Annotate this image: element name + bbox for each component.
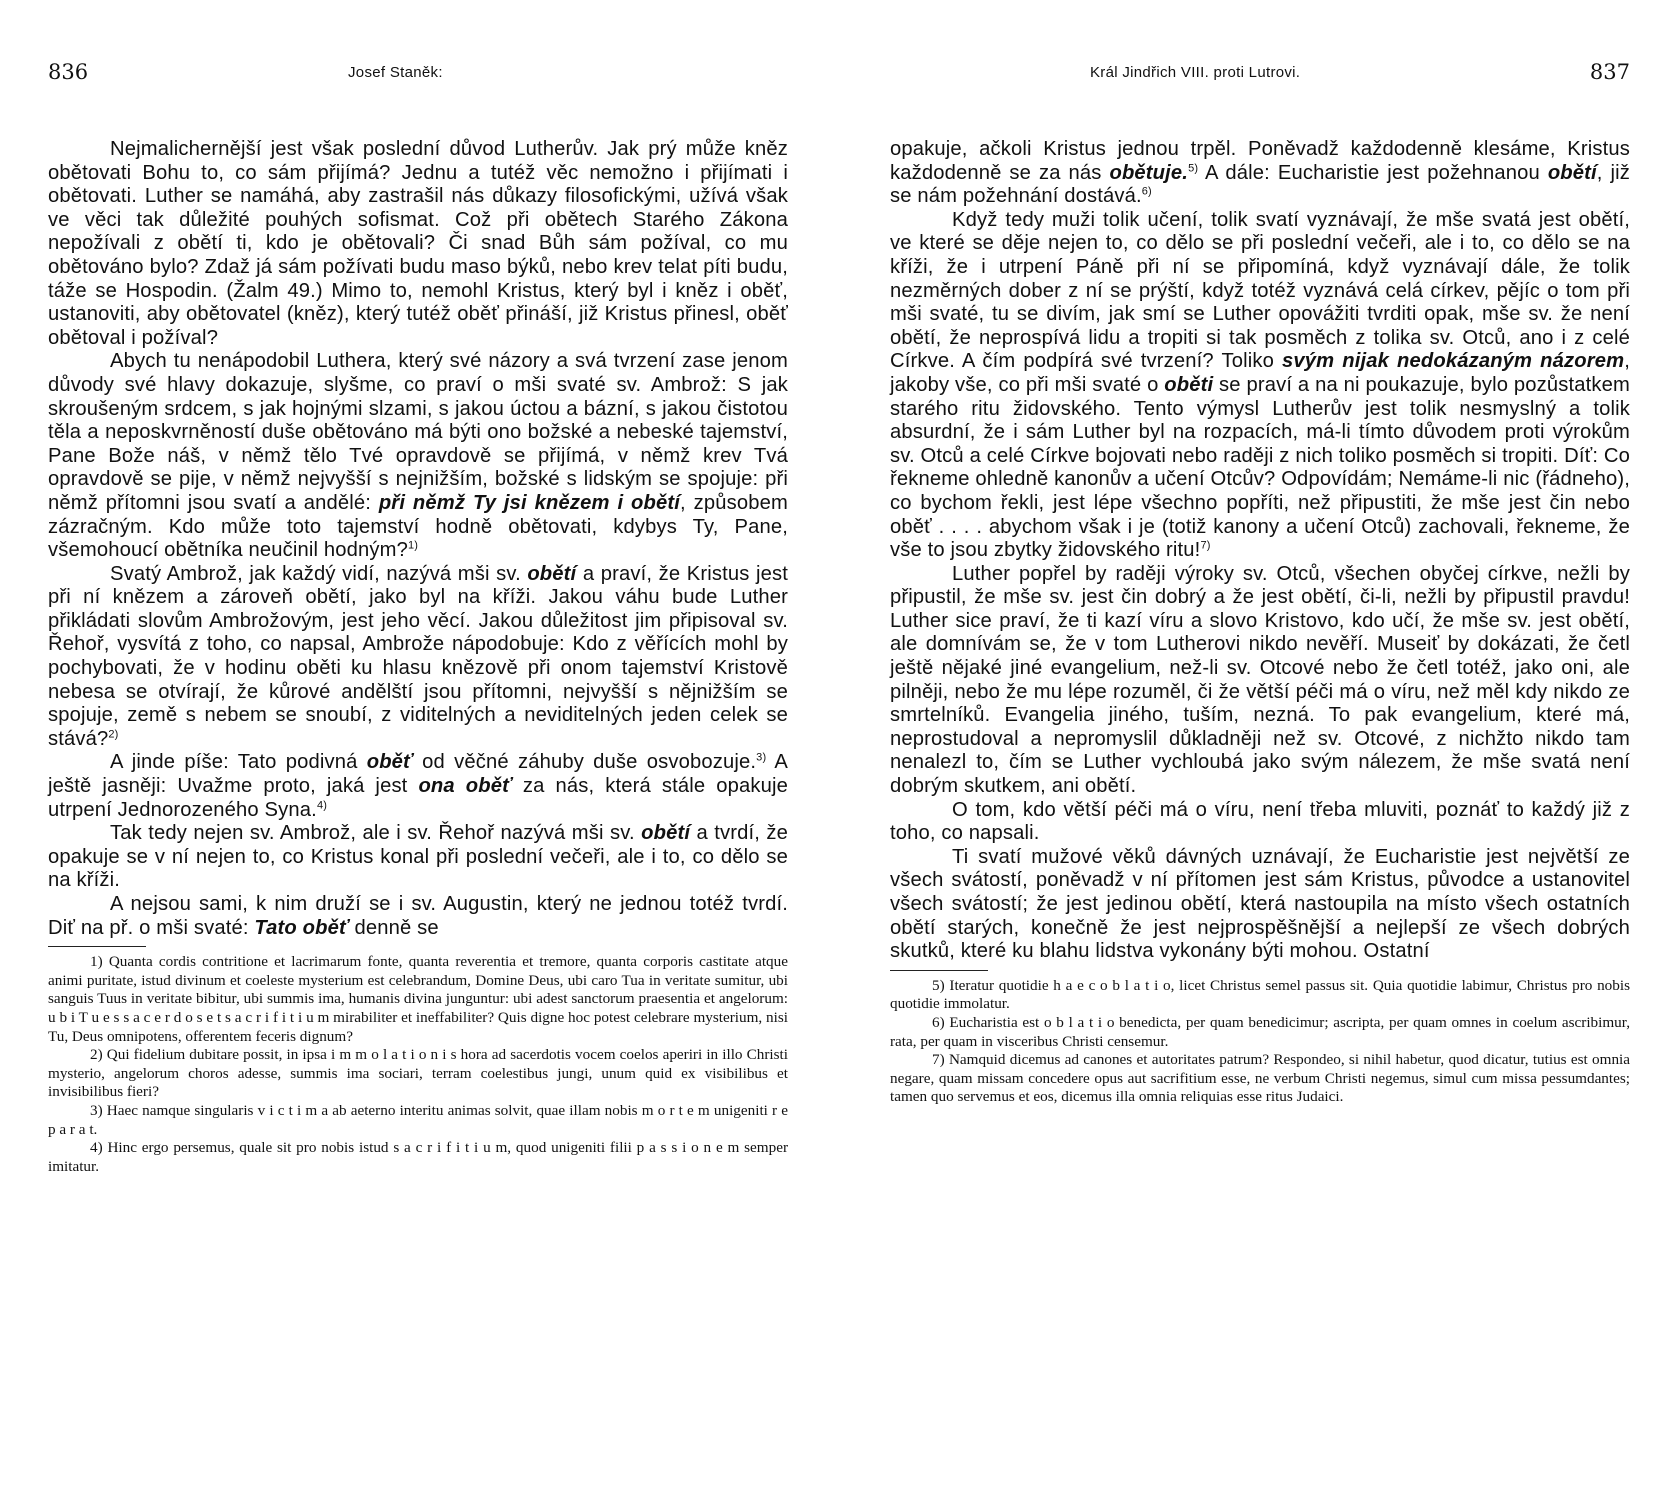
left-page (48, 60, 788, 1176)
right-page (890, 60, 1630, 1107)
running-head: Král Jindřich VIII. proti Lutrovi. (1090, 64, 1301, 81)
paragraph: Když tedy muži tolik učení, tolik svatí vyznávají, že mše svatá jest obětí, ve které se děje nejen to, co dělo se při poslední večeři, ale i to, co dělo se na kříži, že i utrpení Páně při ní se připomíná, když vyznávají dále, že tolik nezměrných dober z ní se prýští, když totéž vyznává celá církev, pějíc o tom při mši svaté, tu se divím, jak smí se Luther opovážiti tvrditi opak, mše sv. že není obětí, že neprospívá lidu a tropiti si tak posměch z tolika sv. Otců, ano i z celé Církve. A čím podpírá své tvrzení? Toliko svým nijak nedokázaným názorem, jakoby vše, co při mši svaté o oběti se praví a na ni poukazuje, bylo pozůstatkem starého ritu židovského. Tento výmysl Lutherův jest tolik nesmyslný a tolik absurdní, že i sám Luther byl na rozpacích, má-li tímto důvodem proti výrokům sv. Otců a celé Církve bojovati nebo raději z nich toliko posměch si tropiti. Díť: Co řekneme ohledně kanonův a učení Otcův? Odpovídám; Nemáme-li nic (řádneho), co bychom řekli, jest lépe všechno popříti, než připustiti, že mše jest čin nebo oběť . . . . abychom však i je (totiž kanony a učení Otců) zachovali, řekneme, že vše to jsou zbytky židovského ritu!$^{7)}$ (890, 208, 1631, 562)
paragraph: Nejmalichernější jest však poslední důvod Lutherův. Jak prý může kněz obětovati Bohu to, co sám přijímá? Jednu a tutéž věc nemožno i přijímati i obětovati. Luther se namáhá, aby zastrašil nás důkazy filosofickými, užívá však ve věci tak důležité pouhých sofismat. Což při obětech Starého Zákona nepožívali z obětí ti, kdo je obětovali? Či snad Bůh sám požíval, co mu obětováno bylo? Zdaž já sám požívati budu maso býků, nebo krev telat píti budu, táže se Hospodin. (Žalm 49.) Mimo to, nemohl Kristus, který byl i kněz i oběť, ustanoviti, aby obětovatel (kněz), který tutéž oběť přináší, již Kristus přinesl, oběť obětoval i požíval? (48, 138, 788, 349)
paragraph: A nejsou sami, k nim druží se i sv. Augustin, který ne jednou totéž tvrdí. Diť na př. o mši svaté: Tato oběť denně se (48, 893, 788, 939)
right-footnotes (890, 977, 1630, 1107)
emphasis: oběti (1164, 373, 1214, 396)
paragraph: Ti svatí mužové věků dávných uznávají, že Eucharistie jest největší ze všech svátostí, poněvadž v ní přítomen jest sám Kristus, původce a ustanovitel všech svátostí; že jest jedinou obětí, která nastoupila na místo všech ostatních obětí starých, konečně že jest nejprospěšnější a nejlepší ze všech dobrých skutků, které ku blahu lidstva vykonány býti mohou. Ostatní (890, 845, 1630, 963)
paragraph: Svatý Ambrož, jak každý vidí, nazývá mši sv. obětí a praví, že Kristus jest při ní knězem a zároveň obětí, jako byl na kříži. Jakou váhu bude Luther přikládati slovům Ambrožovým, jest jeho věcí. Jakou důležitost jim připisoval sv. Řehoř, vysvítá z toho, co napsal, Ambrože nápodobuje: Kdo z věřících mohl by pochybovati, že v hodinu oběti ku hlasu knězově při onom tajemství Kristově nebesa se otvírají, že kůrové andělští jsou přítomni, nejvyšší s nějnižším se spojuje, země s nebem se snoubí, z viditelných a neviditelných jeden celek se stává?$^{2)}$ (48, 562, 788, 750)
page-number: 837 (1589, 60, 1630, 84)
right-page-header (890, 60, 1630, 100)
emphasis: při němž Ty jsi knězem i obětí (378, 491, 681, 514)
footnote-rule (48, 946, 146, 947)
emphasis: obětí (1547, 161, 1597, 184)
footnote: 1) Quanta cordis contritione et lacrimarum fonte, quanta reverentia et tremore, quanta corporis castitate atque animi puritate, istud divinum et coeleste mysterium est celebrandum, Domine Deus, ubi caro Tua in veritate sumitur, ubi sanguis Tuus in veritate bibitur, ubi summis ima, humanis divina junguntur: ubi adest sanctorum praesentia et angelorum: u b i T u e s s a c e r d o s e t s a c r i f i t i u m mirabiliter et ineffabiliter? Quis digne hoc potest celebrare mysterium, nisi Tu, Deus omnipotens, offerentem feceris dignum? (48, 953, 788, 1045)
emphasis: oběť (366, 751, 413, 774)
emphasis: ona oběť (418, 775, 512, 798)
emphasis: obětí (641, 822, 691, 845)
footnote: 5) Iteratur quotidie h a e c o b l a t i o, licet Christus semel passus sit. Quia quotidie labimur, Christus pro nobis quotidie immolatur. (890, 976, 1630, 1013)
emphasis: Tato oběť (254, 916, 349, 939)
running-head: Josef Staněk: (348, 64, 443, 81)
paragraph: O tom, kdo větší péči má o víru, není třeba mluviti, poznáť to každý již z toho, co napsali. (890, 798, 1630, 845)
left-body-text (48, 138, 788, 940)
footnote-ref: 4) (316, 798, 328, 811)
footnote-ref: 7) (1200, 539, 1211, 552)
left-footnotes (48, 953, 788, 1176)
left-page-header (48, 60, 788, 100)
footnote-ref: 5) (1188, 161, 1199, 174)
paragraph: A jinde píše: Tato podivná oběť od věčné záhuby duše osvobozuje.$^{3)}$ A ještě jasněji: Uvažme proto, jaká jest ona oběť za nás, která stále opakuje utrpení Jednorozeného Syna.$^{4)}$ (48, 751, 788, 821)
footnote: 3) Haec namque singularis v i c t i m a ab aeterno interitu animas solvit, quae illam nobis m o r t e m unigeniti r e p a r a t. (48, 1101, 788, 1138)
emphasis: obětí (527, 562, 577, 585)
emphasis: svým nijak nedokázaným názorem (1281, 350, 1625, 373)
paragraph: Tak tedy nejen sv. Ambrož, ale i sv. Řehoř nazývá mši sv. obětí a tvrdí, že opakuje se v ní nejen to, co Kristus konal při poslední večeři, ale i to, co dělo se na kříži. (48, 822, 788, 892)
emphasis: obětuje. (1109, 161, 1189, 184)
footnote-ref: 2) (108, 728, 119, 741)
right-body-text (890, 138, 1630, 964)
paragraph: Luther popřel by raději výroky sv. Otců, všechen obyčej církve, nežli by připustil, že mše sv. jest čin dobrý a že jest obětí, či-li, nežli by připustil pravdu! Luther sice praví, že ti kazí víru a slovo Kristovo, kdo učí, že mše sv. jest obětí, ale domnívám se, že v tom Lutherovi nikdo nevěří. Museiť by dokázati, že četl ještě nějaké jiné evangelium, než-li sv. Otcové nebo že četl totéž, jako oni, ale pilněji, nebo že mu lépe rozuměl, či že větší péči má o víru, než měl kdy nikdo ze smrtelníků. Evangelia jiného, tuším, nezná. To pak evangelium, které má, neprostudoval a nepromyslil důkladněji než sv. Otcové, z nichžto nikdo tam nenalezl to, čím se Luther vychloubá jako svým nálezem, že mše svatá není dobrým skutkem, ani obětí. (890, 562, 1630, 798)
footnote-ref: 6) (1141, 185, 1152, 198)
footnote-ref: 1) (408, 539, 419, 552)
paragraph: opakuje, ačkoli Kristus jednou trpěl. Poněvadž každodenně klesáme, Kristus každodenně se za nás obětuje.$^{5)}$ A dále: Eucharistie jest požehnanou obětí, již se nám požehnání dostává.$^{6)}$ (890, 138, 1630, 208)
page-number: 836 (48, 60, 89, 84)
footnote-rule (890, 970, 988, 971)
footnote: 6) Eucharistia est o b l a t i o benedicta, per quam benedicimur; ascripta, per quam omnes in coelum ascribimur, rata, per quam in visceribus Christi censemur. (890, 1013, 1630, 1050)
footnote: 4) Hinc ergo persemus, quale sit pro nobis istud s a c r i f i t i u m, quod unigeniti filii p a s s i o n e m semper imitatur. (48, 1139, 788, 1175)
footnote: 7) Namquid dicemus ad canones et autoritates patrum? Respondeo, si nihil habetur, quod dicatur, tutius est omnia negare, quam missam concedere opus aut sacrifitium esse, ne verbum Christi negemus, simul cum missa pessumdantes; tamen quo servemus et eos, dicemus illa omnia reliquias esse ritus Judaici. (890, 1051, 1630, 1106)
paragraph: Abych tu nenápodobil Luthera, který své názory a svá tvrzení zase jenom důvody své hlavy dokazuje, slyšme, co praví o mši svaté sv. Ambrož: S jak skroušeným srdcem, s jak hojnými slzami, s jakou úctou a bázní, s jakou čistotou těla a neposkvrněností duše obětováno má býti ono božské a nebeské tajemství, Pane Bože náš, v němž tělo Tvé opravdově se přijímá, v němž krev Tvá opravdově se pije, v němž nejvyšší s nejnižším, božské s lidským se spojuje: při němž přítomni jsou svatí a andělé: při němž Ty jsi knězem i obětí, způsobem zázračným. Kdo může toto tajemství hodně obětovati, kdybys Ty, Pane, všemohoucí obětníka neučinil hodným?$^{1)}$ (48, 350, 788, 562)
footnote-ref: 3) (756, 751, 767, 764)
footnote: 2) Qui fidelium dubitare possit, in ipsa i m m o l a t i o n i s hora ad sacerdotis vocem coelos aperiri in illo Christi mysterio, angelorum choros adesse, summis ima sociari, terram coelestibus jungi, unum quid ex visibilibus et invisibilibus fieri? (48, 1046, 788, 1101)
